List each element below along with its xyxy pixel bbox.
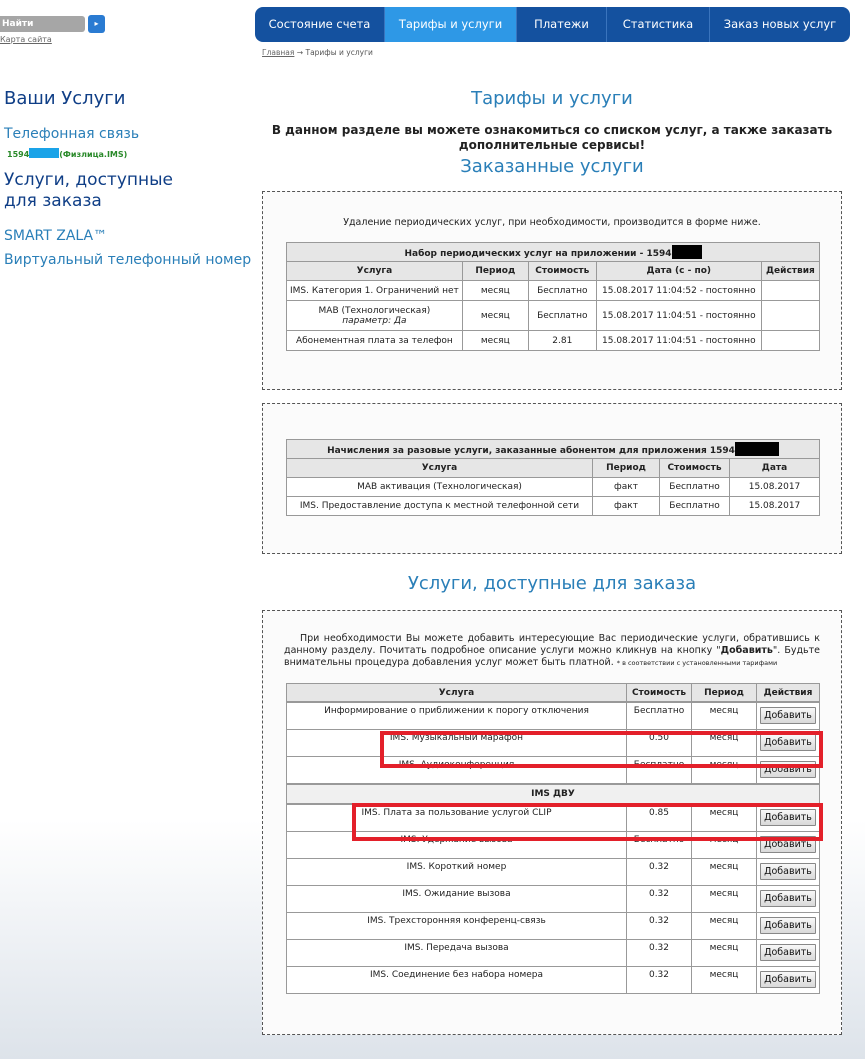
- col-header: Стоимость: [528, 262, 596, 281]
- table-row: [287, 967, 820, 994]
- onetime-caption: Начисления за разовые услуги, заказанные абонентом для приложения 1594: [287, 440, 820, 459]
- sidebar-title: Ваши Услуги: [4, 88, 126, 109]
- service-cost: Бесплатно: [627, 757, 692, 784]
- note-tariff-footnote: * в соответствии с установленными тарифами: [616, 659, 778, 667]
- service-period: месяц: [692, 730, 757, 757]
- available-services-title: Услуги, доступные для заказа: [407, 573, 697, 594]
- periodic-caption: Набор периодических услуг на приложении - 1594: [287, 243, 820, 262]
- service-cost: 0.50: [627, 730, 692, 757]
- available-note: При необходимости Вы можете добавить интересующие Вас периодические услуги, обратившись к данному разделу. Почитать подробное описание услуги можно кликнув на кнопку "Добавить". Будьте внимательны процедура добавления услуг может быть платной. * в соответствии с установленными тарифами: [284, 633, 820, 668]
- redaction-mask: [29, 148, 59, 158]
- service-period: месяц: [692, 940, 757, 967]
- add-service-button[interactable]: Добавить: [760, 944, 816, 961]
- service-cost: Бесплатно: [528, 281, 596, 301]
- note-quote-close: ".: [772, 645, 781, 656]
- service-actions: [761, 301, 819, 331]
- charge-date: 15.08.2017: [730, 478, 820, 497]
- service-date: 15.08.2017 11:04:52 - постоянно: [596, 281, 761, 301]
- triangle-right-icon[interactable]: ▸: [88, 15, 105, 33]
- col-header: Период: [593, 459, 660, 478]
- add-service-button[interactable]: Добавить: [760, 809, 816, 826]
- col-header: Действия: [757, 684, 820, 702]
- service-actions: [761, 281, 819, 301]
- service-actions: [761, 331, 819, 351]
- col-header: Дата: [730, 459, 820, 478]
- table-row: [287, 478, 820, 497]
- page-title: Тарифы и услуги: [471, 88, 633, 109]
- charge-service: MAB активация (Технологическая): [287, 478, 593, 497]
- table-row: [287, 703, 820, 730]
- col-header: Действия: [761, 262, 819, 281]
- ordered-services-title: Заказанные услуги: [460, 156, 644, 177]
- main-nav: [255, 7, 850, 42]
- redaction-mask: [735, 442, 779, 456]
- service-name: Абонементная плата за телефон: [287, 331, 463, 351]
- service-cost: Бесплатно: [528, 301, 596, 331]
- col-header: Стоимость: [660, 459, 730, 478]
- service-date: 15.08.2017 11:04:51 - постоянно: [596, 301, 761, 331]
- service-name: IMS. Плата за пользование услугой CLIP: [287, 805, 627, 832]
- table-row: [287, 940, 820, 967]
- service-cost: 0.85: [627, 805, 692, 832]
- charge-date: 15.08.2017: [730, 497, 820, 516]
- service-cost: 0.32: [627, 940, 692, 967]
- sidebar-phone-account[interactable]: [7, 148, 127, 159]
- service-actions: [757, 859, 820, 886]
- add-service-button[interactable]: Добавить: [760, 761, 816, 778]
- search-button[interactable]: Найти: [0, 16, 85, 32]
- highlight-box-music-marathon: [380, 731, 823, 768]
- sidebar-link-smart-zala[interactable]: SMART ZALA™: [4, 228, 108, 244]
- sidebar-link-virtual-number[interactable]: Виртуальный телефонный номер: [4, 252, 252, 268]
- highlight-box-clip: [352, 803, 823, 841]
- col-header: Период: [692, 684, 757, 702]
- charge-period: факт: [593, 478, 660, 497]
- add-service-button[interactable]: Добавить: [760, 890, 816, 907]
- charge-cost: Бесплатно: [660, 497, 730, 516]
- service-name: IMS. Удержание вызова: [287, 832, 627, 859]
- service-name: IMS. Передача вызова: [287, 940, 627, 967]
- table-row: [287, 497, 820, 516]
- onetime-charges-box: [262, 403, 842, 554]
- service-period: месяц: [692, 967, 757, 994]
- service-period: месяц: [692, 805, 757, 832]
- service-name: Информирование о приближении к порогу отключения: [287, 703, 627, 730]
- charge-period: факт: [593, 497, 660, 516]
- service-name: IMS. Музыкальный марафон: [287, 730, 627, 757]
- breadcrumb-separator: →: [296, 48, 304, 57]
- sitemap-link[interactable]: Карта сайта: [0, 35, 52, 44]
- col-header: Период: [462, 262, 528, 281]
- add-service-button[interactable]: Добавить: [760, 707, 816, 724]
- nav-tab-tariffs[interactable]: Тарифы и услуги: [385, 7, 517, 42]
- col-header: Дата (с - по): [596, 262, 761, 281]
- col-header: Стоимость: [627, 684, 692, 702]
- nav-tab-statistics[interactable]: Статистика: [607, 7, 710, 42]
- breadcrumb-current: Тарифы и услуги: [305, 48, 373, 57]
- add-service-button[interactable]: Добавить: [760, 836, 816, 853]
- sidebar-phone-link[interactable]: Телефонная связь: [4, 126, 140, 142]
- service-name: IMS. Ожидание вызова: [287, 886, 627, 913]
- service-cost: 0.32: [627, 886, 692, 913]
- service-cost: 2.81: [528, 331, 596, 351]
- service-cost: 0.32: [627, 913, 692, 940]
- service-name: IMS. Короткий номер: [287, 859, 627, 886]
- service-param: параметр: Да: [342, 315, 407, 326]
- service-cost: Бесплатно: [627, 703, 692, 730]
- col-header: Услуга: [287, 459, 593, 478]
- service-period: месяц: [462, 281, 528, 301]
- group-header-ims-dvu: IMS ДВУ: [287, 785, 820, 804]
- charge-cost: Бесплатно: [660, 478, 730, 497]
- service-name: IMS. Соединение без набора номера: [287, 967, 627, 994]
- table-row: [287, 913, 820, 940]
- service-name: IMS. Категория 1. Ограничений нет: [287, 281, 463, 301]
- periodic-services-table: [286, 242, 820, 351]
- service-period: месяц: [692, 757, 757, 784]
- service-actions: [757, 967, 820, 994]
- service-actions: [757, 886, 820, 913]
- nav-tab-order[interactable]: Заказ новых услуг: [723, 17, 837, 31]
- redaction-mask: [672, 245, 702, 259]
- add-service-button[interactable]: Добавить: [760, 917, 816, 934]
- add-service-button[interactable]: Добавить: [760, 863, 816, 880]
- service-date: 15.08.2017 11:04:51 - постоянно: [596, 331, 761, 351]
- charge-service: IMS. Предоставление доступа к местной телефонной сети: [287, 497, 593, 516]
- service-period: месяц: [692, 913, 757, 940]
- table-row: [287, 301, 820, 331]
- add-service-button[interactable]: Добавить: [760, 971, 816, 988]
- available-services-table: [286, 683, 820, 702]
- service-name: MAB (Технологическая) параметр: Да: [287, 301, 463, 331]
- service-period: месяц: [462, 331, 528, 351]
- col-header: Услуга: [287, 262, 463, 281]
- service-period: месяц: [692, 703, 757, 730]
- nav-tab-account[interactable]: Состояние счета: [255, 7, 385, 42]
- onetime-charges-table: [286, 439, 820, 516]
- add-service-button[interactable]: Добавить: [760, 734, 816, 751]
- col-header: Услуга: [287, 684, 627, 702]
- service-cost: Бесплатно: [627, 832, 692, 859]
- phone-type: (Физлица.IMS): [59, 150, 128, 159]
- service-period: месяц: [462, 301, 528, 331]
- note-add-word: Добавить: [720, 645, 773, 656]
- breadcrumb: [262, 48, 373, 57]
- page-intro: В данном разделе вы можете ознакомиться со списком услуг, а также заказать дополнительные сервисы!: [271, 123, 833, 152]
- service-actions: [757, 703, 820, 730]
- service-cost: 0.32: [627, 859, 692, 886]
- periodic-services-box: [262, 191, 842, 390]
- periodic-note: Удаление периодических услуг, при необходимости, производится в форме ниже.: [343, 217, 761, 228]
- service-actions: [757, 913, 820, 940]
- service-period: месяц: [692, 886, 757, 913]
- table-row: [287, 886, 820, 913]
- breadcrumb-home[interactable]: Главная: [262, 48, 295, 57]
- table-row: [287, 281, 820, 301]
- service-name: IMS. Аудиоконференция: [287, 757, 627, 784]
- table-row: [287, 331, 820, 351]
- sidebar-available-title: Услуги, доступные для заказа: [4, 170, 173, 211]
- available-services-group: [286, 784, 820, 804]
- service-period: месяц: [692, 859, 757, 886]
- service-cost: 0.32: [627, 967, 692, 994]
- service-period: месяц: [692, 832, 757, 859]
- table-row: [287, 859, 820, 886]
- nav-tab-payments[interactable]: Платежи: [517, 7, 607, 42]
- note-quote-open: ": [716, 645, 721, 656]
- service-name: IMS. Трехсторонняя конференц-связь: [287, 913, 627, 940]
- phone-number: 1594: [7, 150, 30, 159]
- service-actions: [757, 940, 820, 967]
